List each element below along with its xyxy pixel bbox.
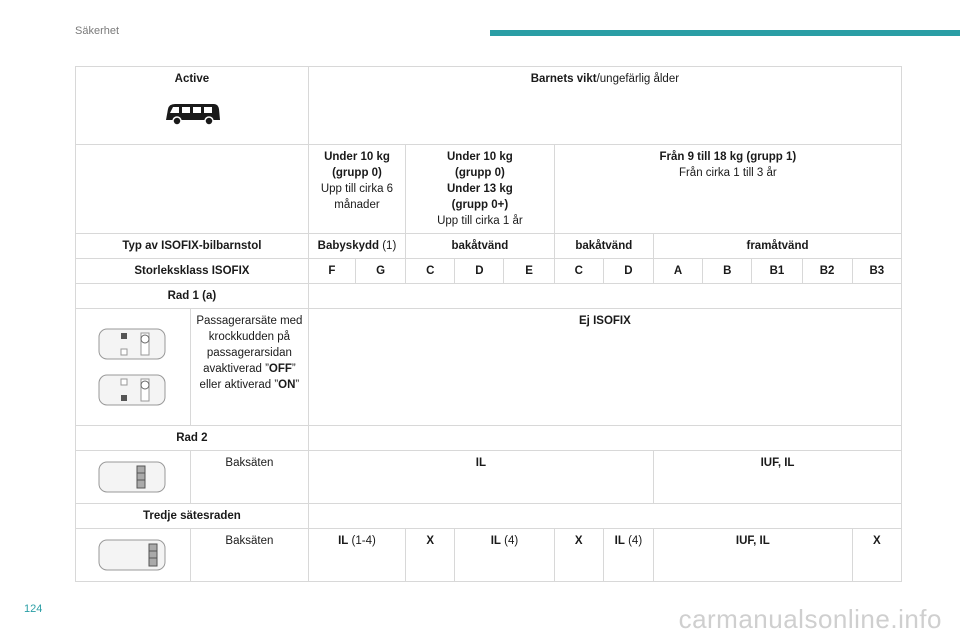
size-class: B1 [752, 259, 802, 284]
van-icon [162, 99, 222, 129]
row3-c1-note: (1-4) [348, 535, 376, 547]
size-class: B3 [852, 259, 901, 284]
type-framatvand: framåtvänd [654, 234, 902, 259]
row3-c6: IUF, IL [654, 529, 853, 582]
group0a-weight: Under 10 kg [324, 151, 390, 163]
page-number: 124 [24, 603, 43, 615]
row3-diagram [76, 529, 190, 581]
row1-on: ON [278, 379, 296, 391]
size-class: C [406, 259, 455, 284]
babyskydd-note: (1) [379, 240, 397, 252]
row1-seat-part1: Passagerarsäte med krockkudden på passagerarsidan avaktiverad ” [196, 315, 303, 375]
row3-label: Tredje sätesraden [76, 504, 309, 529]
size-class: A [654, 259, 703, 284]
row3-seat-cell [76, 529, 309, 582]
row3-c5-note: (4) [624, 535, 643, 547]
row1-seat-part3: ” [295, 379, 300, 391]
row3-c5 [603, 529, 653, 582]
row3-seat-text: Baksäten [190, 529, 308, 581]
size-class: D [603, 259, 653, 284]
row3-c5-value: IL [614, 535, 625, 547]
row1-off: OFF [268, 363, 292, 375]
row3-c4: X [554, 529, 603, 582]
row1-seat-part2: ” eller aktiverad ” [199, 363, 296, 391]
watermark: carmanualsonline.info [678, 604, 942, 634]
group0b-age: Upp till cirka 1 år [437, 215, 523, 227]
row1-value: Ej ISOFIX [308, 309, 901, 426]
group1-age: Från cirka 1 till 3 år [678, 167, 777, 179]
row1-diagrams [76, 309, 190, 425]
row3-c2: X [406, 529, 455, 582]
weight-header [308, 67, 901, 145]
weight-bold: Barnets vikt [530, 73, 597, 85]
type-bakatvand-2: bakåtvänd [554, 234, 653, 259]
row3-c3-value: IL [490, 535, 501, 547]
weight-rest: /ungefärlig ålder [596, 73, 680, 85]
group0b-weight2: Under 13 kg [446, 183, 513, 195]
group1-weight: Från 9 till 18 kg (grupp 1) [659, 151, 797, 163]
group1-cell [554, 145, 901, 234]
row2-il: IL [308, 451, 653, 504]
group0b-group2: (grupp 0+) [451, 199, 509, 211]
row1-seat-cell [76, 309, 309, 426]
row1-label: Rad 1 (a) [76, 284, 309, 309]
row2-iuf: IUF, IL [654, 451, 902, 504]
row2-empty [308, 426, 901, 451]
car-top-view-icon [97, 536, 169, 574]
row2-label: Rad 2 [76, 426, 309, 451]
section-title: Säkerhet [75, 25, 120, 37]
active-label: Active [174, 73, 210, 85]
row3-c1-value: IL [338, 535, 349, 547]
size-class: G [355, 259, 405, 284]
car-top-view-icon [97, 325, 169, 363]
size-class: B2 [802, 259, 852, 284]
empty-cell [76, 145, 309, 234]
type-babyskydd [308, 234, 405, 259]
size-class: B [703, 259, 752, 284]
active-cell [76, 67, 309, 145]
row2-seat-cell [76, 451, 309, 504]
group0b-group1: (grupp 0) [454, 167, 505, 179]
row3-c7: X [852, 529, 901, 582]
row3-c3 [455, 529, 554, 582]
type-bakatvand-1: bakåtvänd [406, 234, 555, 259]
row3-c1 [308, 529, 405, 582]
row1-seat-text [190, 309, 308, 425]
size-label: Storleksklass ISOFIX [76, 259, 309, 284]
group0a-group: (grupp 0) [332, 167, 382, 179]
group0a-cell [308, 145, 405, 234]
size-class: D [455, 259, 504, 284]
header-accent-bar [490, 30, 960, 36]
row3-empty [308, 504, 901, 529]
row2-diagram [76, 451, 190, 503]
group0b-weight1: Under 10 kg [446, 151, 513, 163]
size-class: F [308, 259, 355, 284]
group0b-cell [406, 145, 555, 234]
row3-c3-note: (4) [500, 535, 519, 547]
group0a-age: Upp till cirka 6 månader [320, 183, 394, 211]
babyskydd-text: Babyskydd [317, 240, 380, 252]
isofix-table [75, 66, 902, 582]
size-class: C [554, 259, 603, 284]
row2-seat-text: Baksäten [190, 451, 308, 503]
type-label: Typ av ISOFIX-bilbarnstol [76, 234, 309, 259]
size-class: E [504, 259, 554, 284]
car-top-view-icon [97, 371, 169, 409]
car-top-view-icon [97, 458, 169, 496]
row1-empty [308, 284, 901, 309]
